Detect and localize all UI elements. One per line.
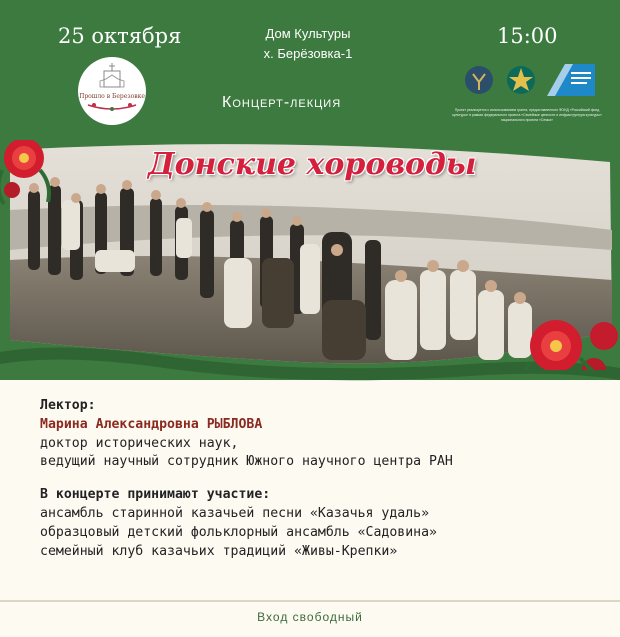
organizer-logo-text: Прошло в Березовке [79,93,145,100]
participant-item: ансамбль старинной казачьей песни «Казачья удаль» [40,505,430,521]
emblem-icon [465,66,493,94]
lecturer-position: ведущий научный сотрудник Южного научного центра РАН [40,454,453,470]
grant-fineprint: Проект реализуется с использованием гранта, предоставленного ФОНД «Российский фонд культуры» в рамках федерального проекта «Семейные ценности и инфраструктура культуры» национального проекта «Семья» [452,108,602,122]
lecturer-name: Марина Александровна РЫБЛОВА [40,416,263,432]
info-block [40,397,600,561]
partner-logos [461,60,596,100]
free-entry-note: Вход свободный [257,610,363,624]
participants-label: В концерте принимают участие: [40,487,271,503]
venue-line-2: х. Берёзовка-1 [263,46,353,61]
event-subtitle: Концерт-лекция [222,94,342,111]
lecturer-degree: доктор исторических наук, [40,435,239,451]
footer-divider [0,600,620,602]
event-time: 15:00 [497,24,558,48]
venue-line-1: Дом Культуры [265,26,351,41]
organizer-logo [78,57,146,125]
event-date: 25 октября [58,24,182,48]
participant-item: семейный клуб казачьих традиций «Живы-Крепки» [40,543,398,559]
star-emblem-icon [507,66,535,94]
spacer [40,472,600,486]
peony-icon [524,320,618,370]
venue [238,24,378,64]
event-title: Донские хороводы [148,147,477,182]
lecturer-label: Лектор: [40,398,96,413]
fund-logo-icon [547,64,595,96]
participant-item: образцовый детский фольклорный ансамбль «Садовина» [40,524,437,540]
church-icon [78,57,146,125]
